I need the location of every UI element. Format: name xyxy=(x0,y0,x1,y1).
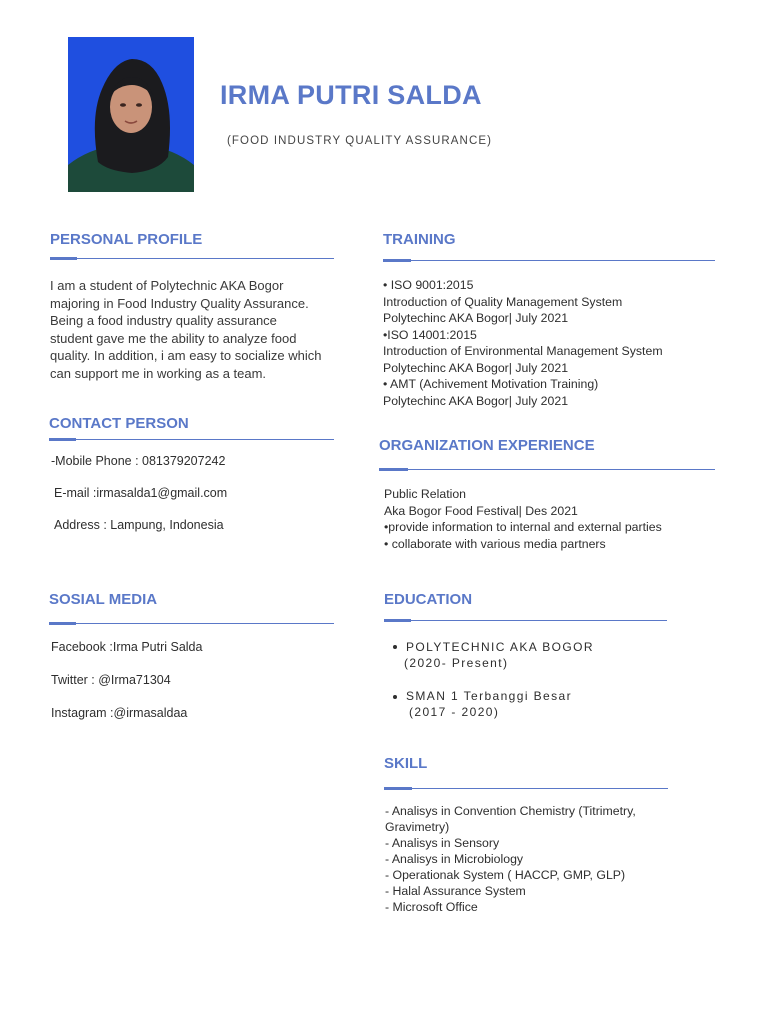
profile-line: Being a food industry quality assurance xyxy=(50,313,277,328)
profile-photo xyxy=(68,37,194,192)
training-line: Polytechinc AKA Bogor| July 2021 xyxy=(383,311,569,325)
personal-profile-rule-accent xyxy=(50,257,77,260)
training-line: •ISO 14001:2015 xyxy=(383,327,477,342)
bullet-icon xyxy=(393,695,397,699)
organization-list xyxy=(384,486,662,552)
profile-line: can support me in working as a team. xyxy=(50,365,267,381)
training-rule xyxy=(383,260,715,261)
profile-line: quality. In addition, i am easy to socialize which xyxy=(50,348,322,363)
organization-line: •provide information to internal and external parties xyxy=(384,520,662,534)
social-rule xyxy=(49,623,334,624)
contact-rule xyxy=(49,439,334,440)
social-twitter: Twitter : @Irma71304 xyxy=(51,673,171,687)
education-rule xyxy=(384,620,667,621)
personal-profile-text xyxy=(50,277,321,382)
education-years: (2017 - 2020) xyxy=(409,705,500,719)
personal-profile-rule xyxy=(50,258,334,259)
skill-line: - Analisys in Microbiology xyxy=(385,852,524,866)
training-line: Introduction of Environmental Management System xyxy=(383,344,663,358)
social-instagram: Instagram :@irmasaldaa xyxy=(51,706,188,720)
social-rule-accent xyxy=(49,622,76,625)
skill-rule-accent xyxy=(384,787,412,790)
skill-line: - Analisys in Sensory xyxy=(385,836,500,850)
skill-line: - Halal Assurance System xyxy=(385,884,526,898)
contact-address: Address : Lampung, Indonesia xyxy=(54,518,224,532)
skill-line: - Microsoft Office xyxy=(385,900,478,914)
organization-heading: ORGANIZATION EXPERIENCE xyxy=(379,437,595,454)
organization-line: Public Relation xyxy=(384,487,467,501)
skill-line: - Analisys in Convention Chemistry (Titrimetry, xyxy=(385,804,636,818)
training-line: • AMT (Achivement Motivation Training) xyxy=(383,377,599,391)
training-rule-accent xyxy=(383,259,411,262)
skill-heading: SKILL xyxy=(384,755,428,772)
training-list xyxy=(383,277,663,409)
profile-line: I am a student of Polytechnic AKA Bogor xyxy=(50,278,284,293)
profile-line: student gave me the ability to analyze food xyxy=(50,330,297,346)
portrait-image xyxy=(68,37,194,192)
training-heading: TRAINING xyxy=(383,231,456,248)
organization-rule-accent xyxy=(379,468,408,471)
skill-line: - Operationak System ( HACCP, GMP, GLP) xyxy=(385,868,626,882)
training-line: Polytechinc AKA Bogor| July 2021 xyxy=(383,360,569,375)
bullet-icon xyxy=(393,645,397,649)
contact-email: E-mail :irmasalda1@gmail.com xyxy=(54,486,228,500)
education-years: (2020- Present) xyxy=(404,656,509,670)
education-heading: EDUCATION xyxy=(384,591,473,608)
social-heading: SOSIAL MEDIA xyxy=(49,591,158,608)
contact-heading: CONTACT PERSON xyxy=(49,415,189,432)
personal-profile-heading: PERSONAL PROFILE xyxy=(50,231,203,248)
training-line: • ISO 9001:2015 xyxy=(383,278,474,292)
education-school: POLYTECHNIC AKA BOGOR xyxy=(406,640,594,654)
skill-list xyxy=(385,803,636,915)
social-facebook: Facebook :Irma Putri Salda xyxy=(51,640,203,654)
organization-rule xyxy=(379,469,715,470)
contact-mobile: -Mobile Phone : 081379207242 xyxy=(51,454,226,468)
training-line: Introduction of Quality Management System xyxy=(383,294,623,309)
candidate-subtitle: (FOOD INDUSTRY QUALITY ASSURANCE) xyxy=(227,135,493,147)
organization-line: Aka Bogor Food Festival| Des 2021 xyxy=(384,503,578,518)
education-school: SMAN 1 Terbanggi Besar xyxy=(406,689,572,703)
skill-rule xyxy=(384,788,668,789)
education-rule-accent xyxy=(384,619,411,622)
training-line: Polytechinc AKA Bogor| July 2021 xyxy=(383,393,569,408)
skill-line: Gravimetry) xyxy=(385,820,450,834)
organization-line: • collaborate with various media partners xyxy=(384,536,606,551)
contact-rule-accent xyxy=(49,438,76,441)
profile-line: majoring in Food Industry Quality Assurance. xyxy=(50,295,309,311)
candidate-name: IRMA PUTRI SALDA xyxy=(220,80,482,110)
